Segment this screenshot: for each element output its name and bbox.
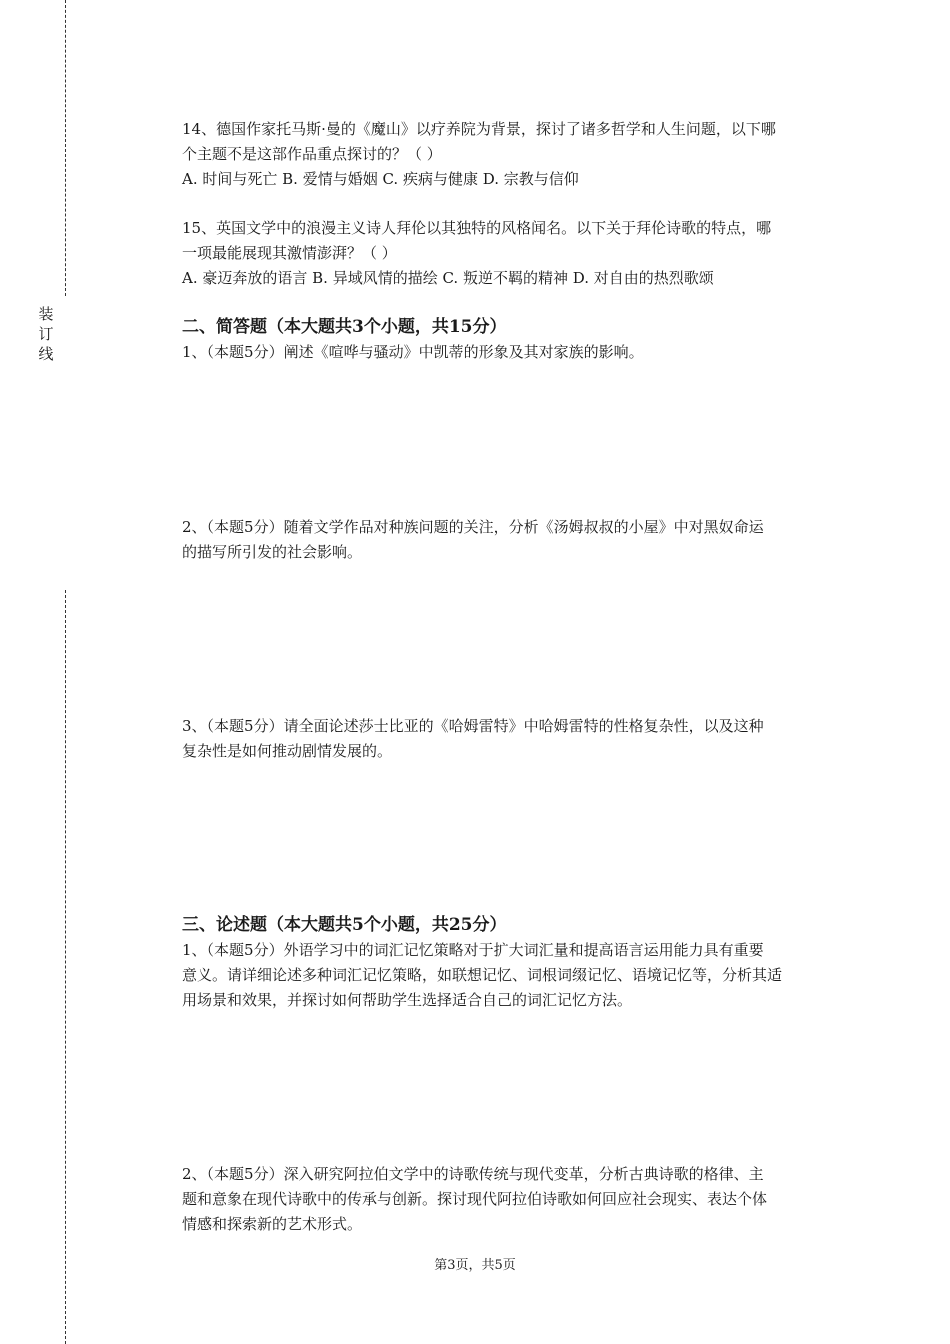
binding-dashed-line-top — [65, 0, 66, 296]
question-text-line: 复杂性是如何推动剧情发展的。 — [182, 742, 393, 760]
question-text-line: 2、（本题5分）深入研究阿拉伯文学中的诗歌传统与现代变革，分析古典诗歌的格律、主 — [182, 1165, 764, 1183]
binding-label-char: 订 — [38, 325, 54, 343]
short-answer-question-1 — [182, 340, 842, 365]
binding-label — [36, 304, 56, 364]
short-answer-question-2 — [182, 515, 842, 565]
binding-label-char: 线 — [38, 345, 54, 363]
question-options: A. 豪迈奔放的语言 B. 异域风情的描绘 C. 叛逆不羁的精神 D. 对自由的热烈歌颂 — [182, 269, 714, 287]
question-text-line: 情感和探索新的艺术形式。 — [182, 1215, 363, 1233]
short-answer-question-3 — [182, 714, 842, 764]
question-text-line: 意义。请详细论述多种词汇记忆策略，如联想记忆、词根词缀记忆、语境记忆等，分析其适 — [182, 966, 783, 984]
question-text-line: 2、（本题5分）随着文学作品对种族问题的关注，分析《汤姆叔叔的小屋》中对黑奴命运 — [182, 518, 764, 536]
question-text-line: 用场景和效果，并探讨如何帮助学生选择适合自己的词汇记忆方法。 — [182, 991, 633, 1009]
page-number: 第3页，共5页 — [434, 1258, 516, 1273]
binding-label-char: 装 — [38, 305, 54, 323]
binding-dashed-line-bottom — [65, 590, 66, 1344]
question-text-line: 一项最能展现其激情澎湃？（ ） — [182, 244, 397, 262]
question-text-line: 题和意象在现代诗歌中的传承与创新。探讨现代阿拉伯诗歌如何回应社会现实、表达个体 — [182, 1190, 768, 1208]
question-text-line: 1、（本题5分）阐述《喧哗与骚动》中凯蒂的形象及其对家族的影响。 — [182, 343, 644, 361]
essay-question-1 — [182, 938, 842, 1013]
question-text-line: 15、英国文学中的浪漫主义诗人拜伦以其独特的风格闻名。以下关于拜伦诗歌的特点，哪 — [182, 219, 772, 237]
question-options: A. 时间与死亡 B. 爱情与婚姻 C. 疾病与健康 D. 宗教与信仰 — [182, 170, 579, 188]
question-text-line: 1、（本题5分）外语学习中的词汇记忆策略对于扩大词汇量和提高语言运用能力具有重要 — [182, 941, 764, 959]
essay-question-2 — [182, 1162, 842, 1237]
question-14 — [182, 117, 842, 192]
question-text-line: 3、（本题5分）请全面论述莎士比亚的《哈姆雷特》中哈姆雷特的性格复杂性，以及这种 — [182, 717, 764, 735]
section-2-heading: 二、简答题（本大题共3个小题，共15分） — [182, 317, 507, 337]
question-text-line: 14、德国作家托马斯·曼的《魔山》以疗养院为背景，探讨了诸多哲学和人生问题，以下哪 — [182, 120, 776, 138]
question-text-line: 个主题不是这部作品重点探讨的？（ ） — [182, 145, 442, 163]
question-15 — [182, 216, 842, 291]
question-text-line: 的描写所引发的社会影响。 — [182, 543, 363, 561]
section-3-heading: 三、论述题（本大题共5个小题，共25分） — [182, 915, 507, 935]
